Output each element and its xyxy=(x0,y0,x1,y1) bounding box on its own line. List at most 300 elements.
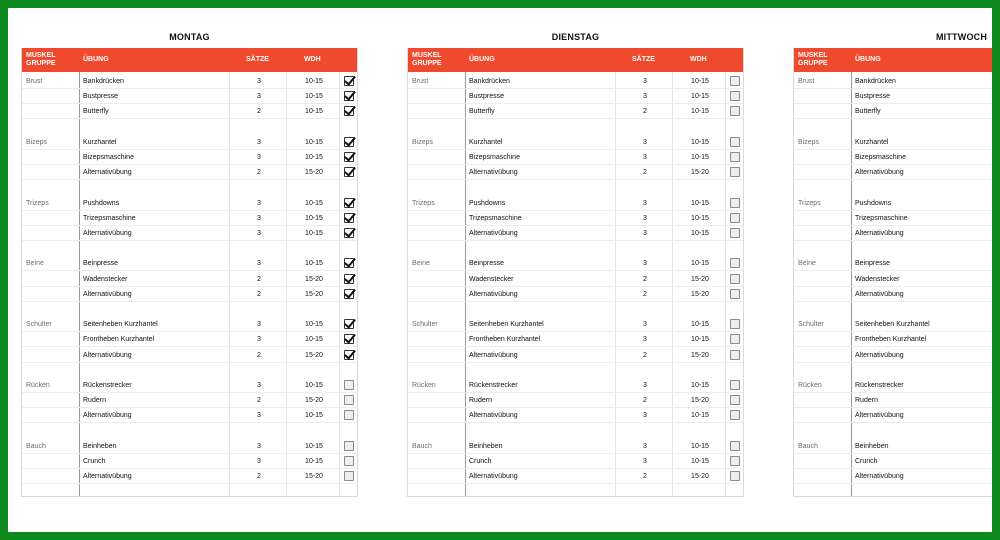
sets-value: 2 xyxy=(643,290,647,298)
sets-value: 2 xyxy=(643,169,647,177)
exercise-name: Beinpresse xyxy=(83,260,119,268)
reps-value: 10-15 xyxy=(305,412,323,420)
exercise-name: Trizepsmaschine xyxy=(83,214,136,222)
table-row xyxy=(408,272,743,287)
header-muscle-group xyxy=(412,52,442,68)
reps-value: 15-20 xyxy=(305,290,323,298)
day-title: DIENSTAG xyxy=(551,32,600,42)
table-row xyxy=(22,454,357,469)
muscle-group-label: Beine xyxy=(798,260,816,268)
sets-value: 3 xyxy=(643,458,647,465)
done-checkbox[interactable] xyxy=(344,152,354,162)
reps-value: 15-20 xyxy=(305,275,323,283)
exercise-name: Alternativübung xyxy=(83,169,132,177)
exercise-name: Rudern xyxy=(855,397,878,405)
exercise-name: Crunch xyxy=(469,458,492,465)
reps-value: 15-20 xyxy=(691,397,709,405)
reps-value: 15-20 xyxy=(691,473,709,481)
table-row xyxy=(794,150,992,165)
done-checkbox[interactable] xyxy=(344,456,354,466)
header-sets: SÄTZE xyxy=(246,56,269,63)
sets-value: 3 xyxy=(643,230,647,237)
table-row xyxy=(794,408,992,423)
table-row xyxy=(22,89,357,104)
exercise-name: Bizepsmaschine xyxy=(469,154,520,161)
muscle-group-label: Bauch xyxy=(26,442,46,450)
header-reps: WDH xyxy=(304,56,321,63)
sets-value: 3 xyxy=(257,260,261,268)
done-checkbox[interactable] xyxy=(730,137,740,147)
table-row xyxy=(408,89,743,104)
sets-value: 3 xyxy=(643,199,647,207)
sets-value: 3 xyxy=(643,412,647,420)
table-row xyxy=(22,317,357,332)
table-row xyxy=(794,196,992,211)
exercise-name: Bustpresse xyxy=(855,93,891,101)
table-row xyxy=(794,211,992,226)
muscle-group-label: Bauch xyxy=(412,442,432,450)
table-row xyxy=(794,256,992,271)
done-checkbox[interactable] xyxy=(730,441,740,451)
exercise-name: Bustpresse xyxy=(469,93,505,101)
muscle-group-label: Beine xyxy=(26,260,44,268)
sets-value: 3 xyxy=(643,154,647,161)
table-row xyxy=(22,408,357,423)
table-row xyxy=(794,317,992,332)
done-checkbox[interactable] xyxy=(730,76,740,86)
table-row xyxy=(408,196,743,211)
exercise-name: Alternativübung xyxy=(855,351,904,359)
exercise-name: Beinheben xyxy=(855,442,889,450)
exercise-name: Rückenstrecker xyxy=(83,382,132,389)
exercise-name: Bankdrücken xyxy=(83,78,124,85)
muscle-group-label: Beine xyxy=(412,260,430,268)
reps-value: 10-15 xyxy=(305,336,323,344)
table-row xyxy=(408,74,743,89)
reps-value: 10-15 xyxy=(691,382,709,389)
sets-value: 2 xyxy=(257,473,261,481)
done-checkbox[interactable] xyxy=(730,274,740,284)
muscle-group-label: Trizeps xyxy=(412,199,435,207)
table-row xyxy=(794,89,992,104)
header-exercise: ÜBUNG xyxy=(83,56,109,63)
done-checkbox[interactable] xyxy=(344,380,354,390)
exercise-name: Alternativübung xyxy=(469,230,518,237)
exercise-name: Seitenheben Kurzhantel xyxy=(855,321,930,329)
sets-value: 3 xyxy=(643,336,647,344)
table-row xyxy=(408,165,743,180)
exercise-name: Butterfly xyxy=(469,108,495,116)
muscle-group-label: Trizeps xyxy=(26,199,49,207)
header-muscle-label: MUSKEL xyxy=(412,52,442,59)
exercise-name: Alternativübung xyxy=(469,351,518,359)
exercise-name: Trizepsmaschine xyxy=(469,214,522,222)
sets-value: 3 xyxy=(257,458,261,465)
exercise-name: Alternativübung xyxy=(855,230,904,237)
reps-value: 10-15 xyxy=(691,230,709,237)
exercise-name: Alternativübung xyxy=(83,351,132,359)
day-column-montag xyxy=(21,8,358,532)
reps-value: 15-20 xyxy=(305,351,323,359)
done-checkbox[interactable] xyxy=(344,258,354,268)
done-checkbox[interactable] xyxy=(344,319,354,329)
table-row xyxy=(794,439,992,454)
sets-value: 3 xyxy=(643,93,647,101)
exercise-name: Kurzhantel xyxy=(855,138,889,146)
done-checkbox[interactable] xyxy=(344,228,354,238)
exercise-name: Crunch xyxy=(855,458,878,465)
table-row xyxy=(22,287,357,302)
exercise-name: Alternativübung xyxy=(469,412,518,420)
done-checkbox[interactable] xyxy=(730,456,740,466)
exercise-name: Bustpresse xyxy=(83,93,119,101)
done-checkbox[interactable] xyxy=(730,471,740,481)
table-row xyxy=(22,378,357,393)
exercise-name: Alternativübung xyxy=(855,412,904,420)
exercise-name: Rückenstrecker xyxy=(469,382,518,389)
exercise-name: Alternativübung xyxy=(83,230,132,237)
reps-value: 10-15 xyxy=(691,154,709,161)
table-row xyxy=(408,226,743,241)
reps-value: 10-15 xyxy=(305,458,323,465)
table-row xyxy=(408,332,743,347)
done-checkbox[interactable] xyxy=(730,213,740,223)
exercise-name: Rudern xyxy=(469,397,492,405)
table-row xyxy=(22,165,357,180)
table-row xyxy=(794,469,992,484)
table-row xyxy=(22,439,357,454)
reps-value: 10-15 xyxy=(305,442,323,450)
reps-value: 15-20 xyxy=(691,275,709,283)
table-header xyxy=(794,48,992,72)
done-checkbox[interactable] xyxy=(730,334,740,344)
sets-value: 3 xyxy=(643,78,647,85)
muscle-group-label: Schulter xyxy=(412,321,438,329)
reps-value: 10-15 xyxy=(305,321,323,329)
exercise-name: Butterfly xyxy=(83,108,109,116)
table-row xyxy=(794,287,992,302)
reps-value: 10-15 xyxy=(691,442,709,450)
table-row xyxy=(408,469,743,484)
table-row xyxy=(22,211,357,226)
sets-value: 3 xyxy=(257,78,261,85)
sets-value: 3 xyxy=(257,230,261,237)
table-row xyxy=(794,104,992,119)
reps-value: 10-15 xyxy=(691,93,709,101)
header-group-label: GRUPPE xyxy=(412,60,442,67)
exercise-name: Bankdrücken xyxy=(855,78,896,85)
reps-value: 10-15 xyxy=(305,382,323,389)
reps-value: 10-15 xyxy=(691,458,709,465)
done-checkbox[interactable] xyxy=(730,152,740,162)
table-row xyxy=(794,454,992,469)
table-row xyxy=(408,454,743,469)
table-row xyxy=(22,393,357,408)
table-row xyxy=(408,150,743,165)
done-checkbox[interactable] xyxy=(344,274,354,284)
done-checkbox[interactable] xyxy=(730,167,740,177)
exercise-name: Wadenstecker xyxy=(83,275,128,283)
table-row xyxy=(22,348,357,363)
reps-value: 15-20 xyxy=(305,473,323,481)
exercise-name: Alternativübung xyxy=(855,290,904,298)
sets-value: 2 xyxy=(257,275,261,283)
exercise-name: Bizepsmaschine xyxy=(83,154,134,161)
done-checkbox[interactable] xyxy=(730,228,740,238)
muscle-group-label: Brust xyxy=(412,78,429,85)
reps-value: 10-15 xyxy=(305,199,323,207)
table-row xyxy=(408,256,743,271)
exercise-name: Kurzhantel xyxy=(83,138,117,146)
sets-value: 3 xyxy=(643,138,647,146)
sets-value: 3 xyxy=(643,260,647,268)
reps-value: 10-15 xyxy=(691,108,709,116)
table-row xyxy=(22,469,357,484)
table-row xyxy=(408,378,743,393)
table-row xyxy=(408,408,743,423)
table-row xyxy=(22,135,357,150)
table-row xyxy=(22,104,357,119)
header-muscle-label: MUSKEL xyxy=(26,52,56,59)
day-title: MONTAG xyxy=(169,32,210,42)
table-row xyxy=(794,393,992,408)
exercise-name: Trizepsmaschine xyxy=(855,214,908,222)
done-checkbox[interactable] xyxy=(730,395,740,405)
table-row xyxy=(408,135,743,150)
header-sets: SÄTZE xyxy=(632,56,655,63)
exercise-name: Alternativübung xyxy=(469,169,518,177)
done-checkbox[interactable] xyxy=(344,91,354,101)
muscle-group-label: Schulter xyxy=(798,321,824,329)
workout-table xyxy=(793,48,992,497)
exercise-name: Beinheben xyxy=(83,442,117,450)
muscle-group-label: Bizeps xyxy=(798,138,820,146)
sets-value: 3 xyxy=(257,154,261,161)
exercise-name: Kurzhantel xyxy=(469,138,503,146)
table-row xyxy=(794,332,992,347)
header-group-label: GRUPPE xyxy=(26,60,56,67)
reps-value: 15-20 xyxy=(305,397,323,405)
sets-value: 2 xyxy=(257,351,261,359)
sets-value: 2 xyxy=(257,290,261,298)
reps-value: 15-20 xyxy=(691,169,709,177)
exercise-name: Alternativübung xyxy=(469,290,518,298)
exercise-name: Bankdrücken xyxy=(469,78,510,85)
sets-value: 2 xyxy=(257,108,261,116)
table-row xyxy=(22,196,357,211)
exercise-name: Rückenstrecker xyxy=(855,382,904,389)
sets-value: 3 xyxy=(257,138,261,146)
exercise-name: Seitenheben Kurzhantel xyxy=(469,321,544,329)
reps-value: 10-15 xyxy=(305,260,323,268)
reps-value: 10-15 xyxy=(691,78,709,85)
exercise-name: Alternativübung xyxy=(83,290,132,298)
exercise-name: Wadenstecker xyxy=(855,275,900,283)
header-muscle-label: MUSKEL xyxy=(798,52,828,59)
exercise-name: Alternativübung xyxy=(83,473,132,481)
done-checkbox[interactable] xyxy=(344,350,354,360)
exercise-name: Beinpresse xyxy=(855,260,891,268)
done-checkbox[interactable] xyxy=(730,198,740,208)
done-checkbox[interactable] xyxy=(344,198,354,208)
sets-value: 3 xyxy=(643,321,647,329)
day-column-mittwoch xyxy=(793,8,992,532)
exercise-name: Frontheben Kurzhantel xyxy=(83,336,155,344)
table-row xyxy=(408,287,743,302)
reps-value: 15-20 xyxy=(691,290,709,298)
table-row xyxy=(22,150,357,165)
table-row xyxy=(408,317,743,332)
done-checkbox[interactable] xyxy=(344,213,354,223)
muscle-group-label: Brust xyxy=(798,78,815,85)
exercise-name: Rudern xyxy=(83,397,106,405)
reps-value: 10-15 xyxy=(305,138,323,146)
sets-value: 3 xyxy=(643,214,647,222)
reps-value: 10-15 xyxy=(691,214,709,222)
header-exercise: ÜBUNG xyxy=(469,56,495,63)
table-row xyxy=(22,74,357,89)
done-checkbox[interactable] xyxy=(730,350,740,360)
table-header xyxy=(408,48,743,72)
done-checkbox[interactable] xyxy=(730,289,740,299)
reps-value: 10-15 xyxy=(305,93,323,101)
muscle-group-label: Rücken xyxy=(26,382,50,389)
table-row xyxy=(408,104,743,119)
sets-value: 2 xyxy=(643,473,647,481)
exercise-name: Alternativübung xyxy=(83,412,132,420)
exercise-name: Bizepsmaschine xyxy=(855,154,906,161)
muscle-group-label: Bizeps xyxy=(26,138,48,146)
reps-value: 10-15 xyxy=(691,336,709,344)
table-row xyxy=(22,332,357,347)
reps-value: 10-15 xyxy=(691,199,709,207)
table-row xyxy=(22,272,357,287)
muscle-group-label: Bizeps xyxy=(412,138,434,146)
done-checkbox[interactable] xyxy=(730,258,740,268)
sets-value: 3 xyxy=(257,199,261,207)
exercise-name: Wadenstecker xyxy=(469,275,514,283)
header-reps: WDH xyxy=(690,56,707,63)
exercise-name: Pushdowns xyxy=(469,199,506,207)
training-plan-sheet xyxy=(8,8,992,532)
exercise-name: Crunch xyxy=(83,458,106,465)
done-checkbox[interactable] xyxy=(344,76,354,86)
table-row xyxy=(408,439,743,454)
sets-value: 3 xyxy=(643,382,647,389)
table-row xyxy=(408,348,743,363)
muscle-group-label: Trizeps xyxy=(798,199,821,207)
done-checkbox[interactable] xyxy=(344,410,354,420)
table-row xyxy=(794,135,992,150)
sets-value: 2 xyxy=(643,351,647,359)
done-checkbox[interactable] xyxy=(344,334,354,344)
reps-value: 10-15 xyxy=(691,412,709,420)
exercise-name: Alternativübung xyxy=(855,169,904,177)
done-checkbox[interactable] xyxy=(730,91,740,101)
done-checkbox[interactable] xyxy=(730,410,740,420)
table-row xyxy=(794,226,992,241)
table-row xyxy=(794,348,992,363)
sets-value: 2 xyxy=(643,108,647,116)
table-row xyxy=(22,226,357,241)
reps-value: 10-15 xyxy=(305,214,323,222)
sets-value: 3 xyxy=(257,336,261,344)
reps-value: 10-15 xyxy=(691,260,709,268)
day-title: MITTWOCH xyxy=(935,32,988,42)
done-checkbox[interactable] xyxy=(344,137,354,147)
exercise-name: Alternativübung xyxy=(469,473,518,481)
done-checkbox[interactable] xyxy=(344,471,354,481)
table-row xyxy=(794,165,992,180)
muscle-group-label: Schulter xyxy=(26,321,52,329)
table-row xyxy=(408,211,743,226)
sets-value: 3 xyxy=(643,442,647,450)
header-group-label: GRUPPE xyxy=(798,60,828,67)
exercise-name: Beinheben xyxy=(469,442,503,450)
sets-value: 2 xyxy=(643,275,647,283)
sets-value: 3 xyxy=(257,382,261,389)
reps-value: 10-15 xyxy=(305,108,323,116)
sets-value: 3 xyxy=(257,93,261,101)
table-row xyxy=(408,393,743,408)
reps-value: 15-20 xyxy=(305,169,323,177)
sets-value: 3 xyxy=(257,442,261,450)
table-row xyxy=(794,74,992,89)
header-muscle-group xyxy=(26,52,56,68)
done-checkbox[interactable] xyxy=(344,395,354,405)
sets-value: 2 xyxy=(257,397,261,405)
done-checkbox[interactable] xyxy=(344,289,354,299)
muscle-group-label: Rücken xyxy=(412,382,436,389)
sets-value: 3 xyxy=(257,412,261,420)
done-checkbox[interactable] xyxy=(344,441,354,451)
exercise-name: Alternativübung xyxy=(855,473,904,481)
reps-value: 15-20 xyxy=(691,351,709,359)
exercise-name: Pushdowns xyxy=(855,199,892,207)
table-row xyxy=(794,378,992,393)
reps-value: 10-15 xyxy=(305,78,323,85)
done-checkbox[interactable] xyxy=(344,106,354,116)
sets-value: 2 xyxy=(643,397,647,405)
exercise-name: Beinpresse xyxy=(469,260,505,268)
exercise-name: Frontheben Kurzhantel xyxy=(469,336,541,344)
sets-value: 3 xyxy=(257,321,261,329)
workout-table xyxy=(21,48,358,497)
table-row xyxy=(22,256,357,271)
exercise-name: Pushdowns xyxy=(83,199,120,207)
day-column-dienstag xyxy=(407,8,744,532)
muscle-group-label: Rücken xyxy=(798,382,822,389)
exercise-name: Frontheben Kurzhantel xyxy=(855,336,927,344)
table-row xyxy=(794,272,992,287)
table-header xyxy=(22,48,357,72)
done-checkbox[interactable] xyxy=(344,167,354,177)
header-muscle-group xyxy=(798,52,828,68)
sets-value: 3 xyxy=(257,214,261,222)
workout-table xyxy=(407,48,744,497)
reps-value: 10-15 xyxy=(305,154,323,161)
header-exercise: ÜBUNG xyxy=(855,56,881,63)
exercise-name: Seitenheben Kurzhantel xyxy=(83,321,158,329)
reps-value: 10-15 xyxy=(305,230,323,237)
done-checkbox[interactable] xyxy=(730,319,740,329)
done-checkbox[interactable] xyxy=(730,106,740,116)
reps-value: 10-15 xyxy=(691,138,709,146)
sets-value: 2 xyxy=(257,169,261,177)
reps-value: 10-15 xyxy=(691,321,709,329)
done-checkbox[interactable] xyxy=(730,380,740,390)
muscle-group-label: Brust xyxy=(26,78,43,85)
